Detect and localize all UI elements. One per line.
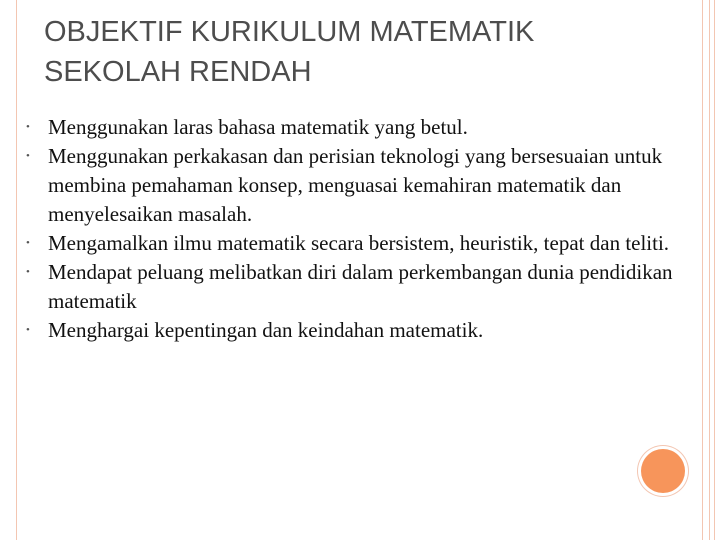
bullet-icon: • [26,121,30,133]
bullet-icon: • [26,266,30,278]
list-item [26,142,676,229]
frame-left-line [16,0,17,540]
list-item [26,113,676,142]
bullet-icon: • [26,324,30,336]
list-item [26,258,676,316]
bullet-icon: • [26,237,30,249]
frame-right-inner-line [709,0,710,540]
bullet-text: Menghargai kepentingan dan keindahan matematik. [48,318,484,342]
frame-right-line [702,0,703,540]
bullet-icon: • [26,150,30,162]
bullet-list [26,113,676,345]
bullet-text: Menggunakan perkakasan dan perisian teknologi yang bersesuaian untuk membina pemahaman konsep, menguasai kemahiran matematik dan menyelesaikan masalah. [48,144,663,226]
slide-title: OBJEKTIF KURIKULUM MATEMATIK SEKOLAH RENDAH [44,16,535,88]
frame-right-inner-line-2 [714,0,715,540]
list-item [26,316,676,345]
decorative-circle-icon [641,449,685,493]
bullet-text: Menggunakan laras bahasa matematik yang betul. [48,115,468,139]
list-item [26,229,676,258]
bullet-text: Mengamalkan ilmu matematik secara bersistem, heuristik, tepat dan teliti. [48,231,670,255]
bullet-text: Mendapat peluang melibatkan diri dalam perkembangan dunia pendidikan matematik [48,260,673,313]
